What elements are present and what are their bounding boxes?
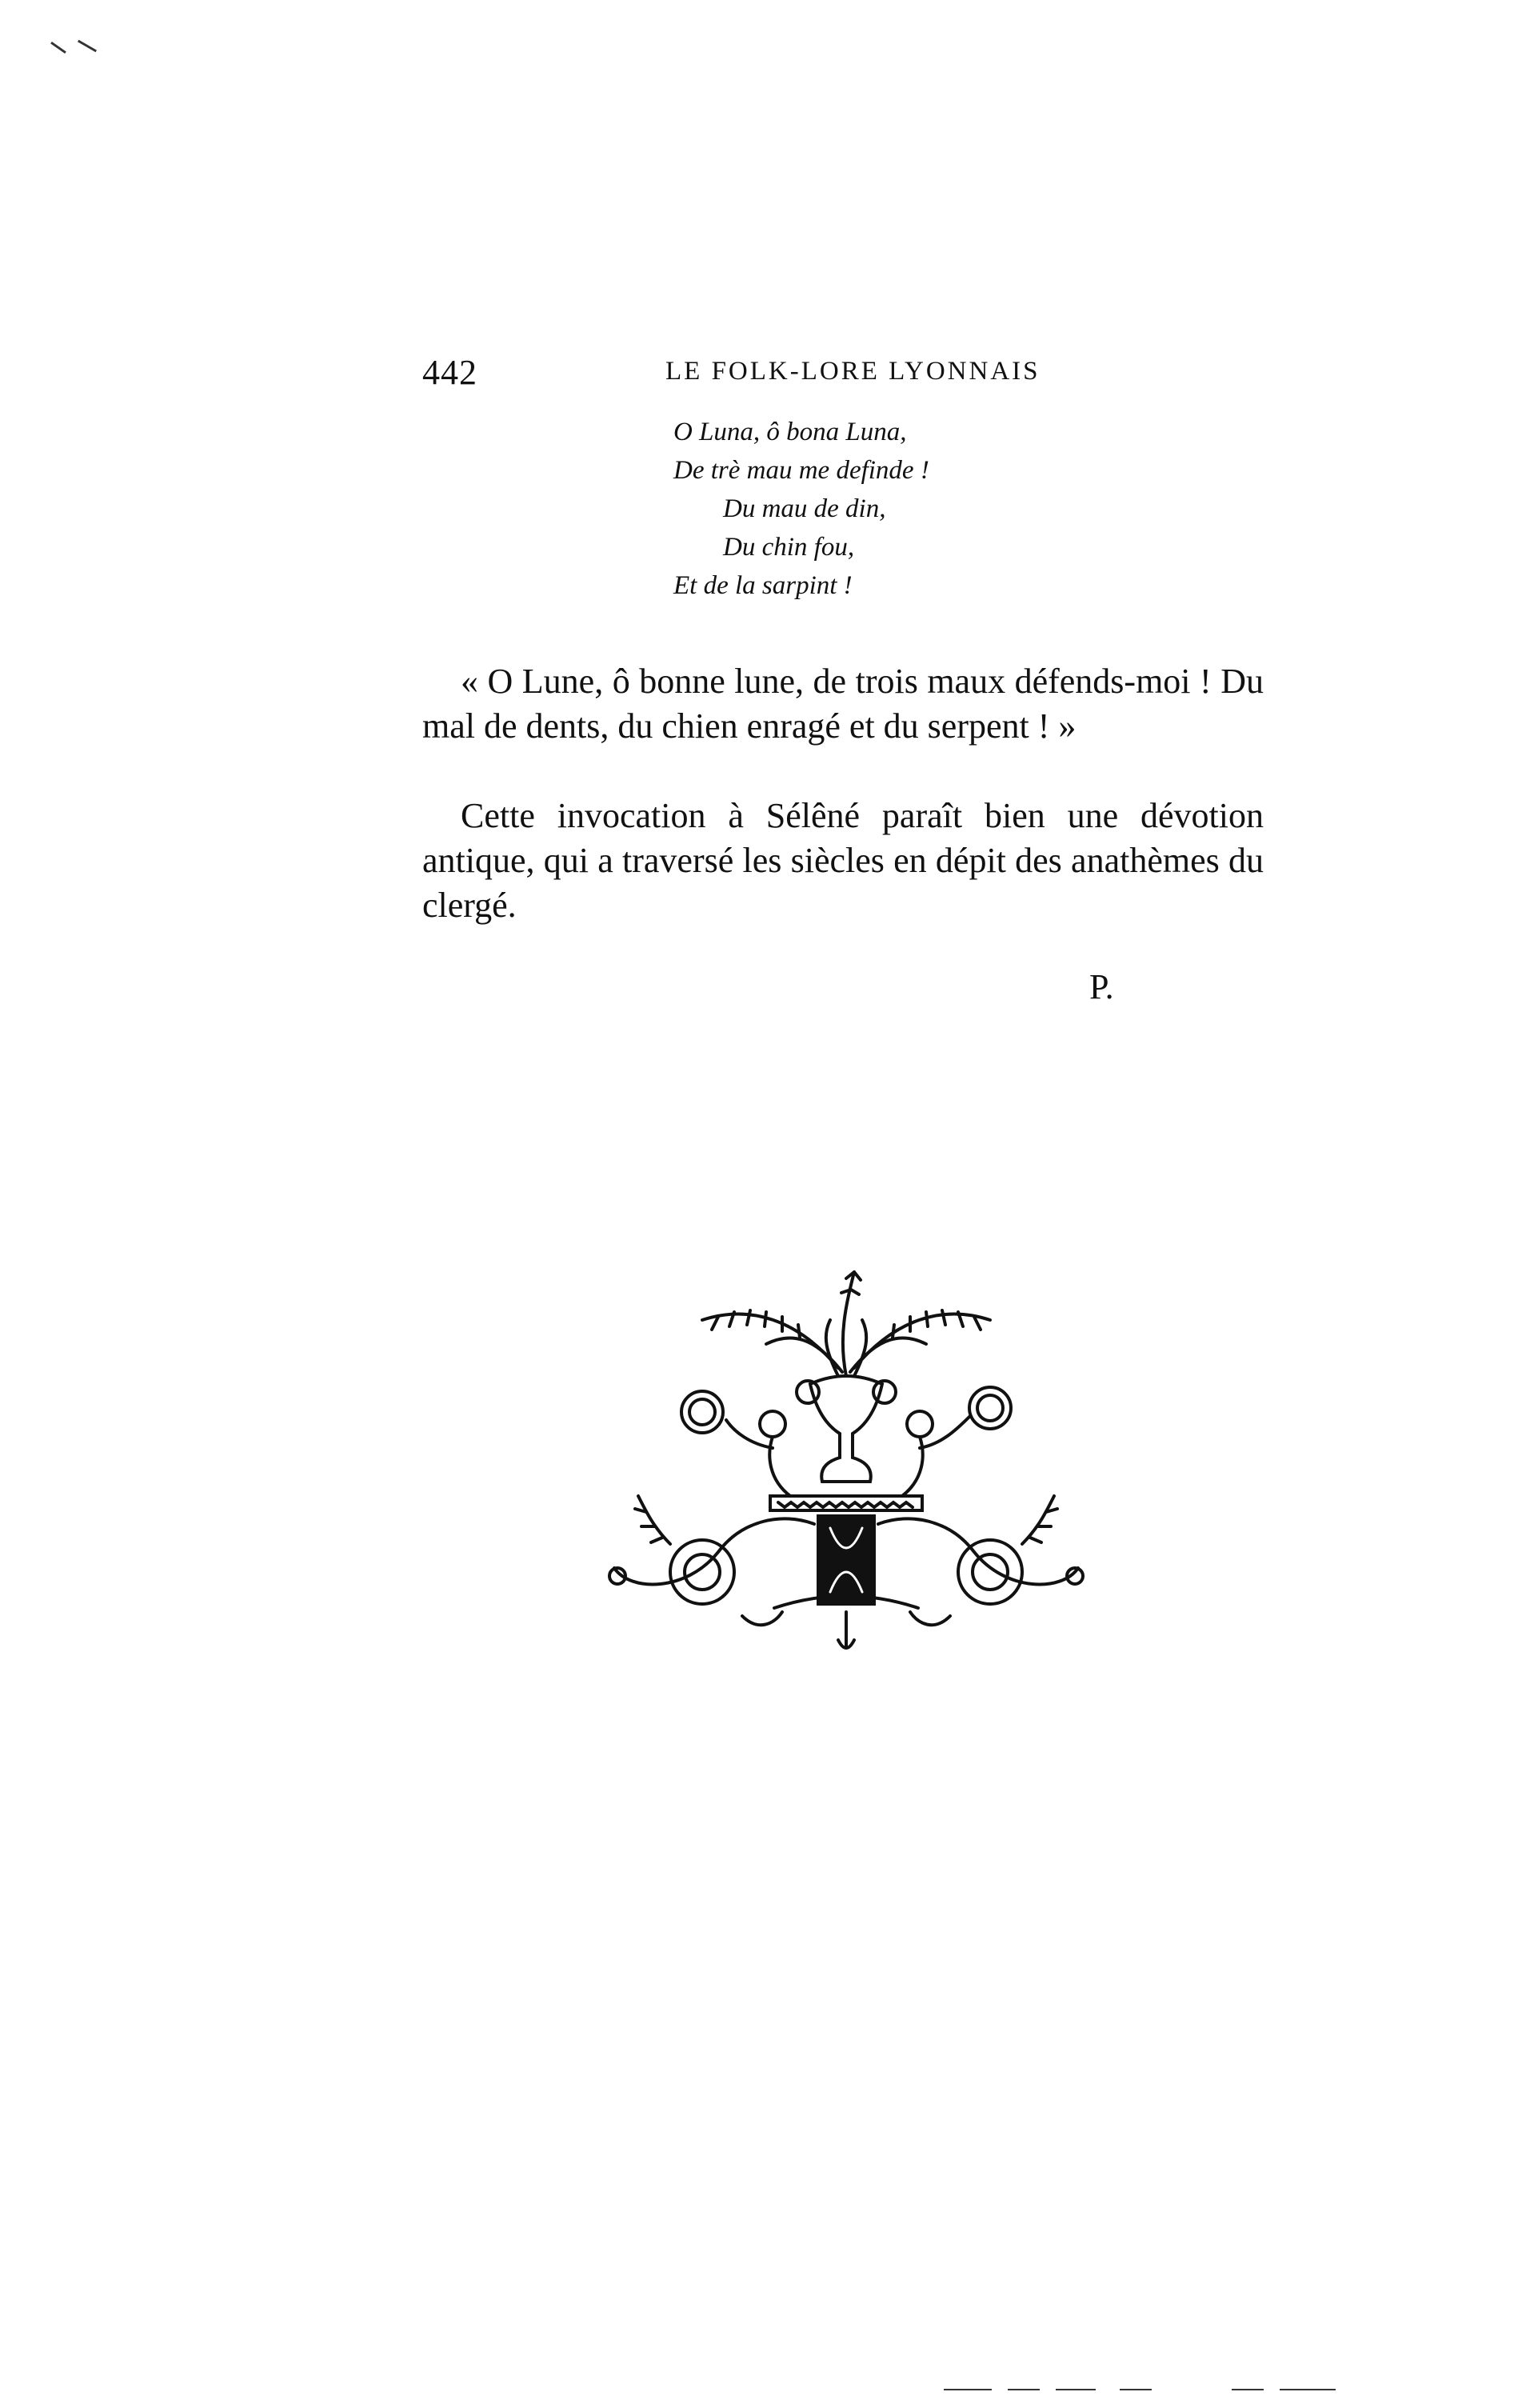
verse-line: Et de la sarpint ! [673, 571, 853, 600]
translation-paragraph: « O Lune, ô bonne lune, de trois maux défends-moi ! Du mal de dents, du chien enragé et du serpent ! » [422, 662, 1264, 746]
scan-mark [1008, 2389, 1040, 2390]
ornamental-vignette-icon [598, 1248, 1094, 1680]
verse-line: De trè mau me definde ! [673, 456, 929, 485]
verse-line: O Luna, ô bona Luna, [673, 418, 907, 446]
scan-mark [1280, 2389, 1336, 2390]
running-title: LE FOLK-LORE LYONNAIS [665, 357, 1041, 386]
scan-mark [1232, 2389, 1264, 2390]
page-number: 442 [422, 353, 477, 392]
scan-mark [78, 40, 97, 53]
scan-mark [50, 42, 66, 54]
scan-mark [1056, 2389, 1096, 2390]
verse-line: Du chin fou, [723, 533, 855, 562]
verse-line: Du mau de din, [723, 494, 886, 523]
commentary-paragraph: Cette invocation à Sélêné paraît bien une dévotion antique, qui a traversé les siècles en dépit des anathèmes du clergé. [422, 796, 1264, 925]
verse-block [673, 413, 929, 605]
running-head [422, 352, 1262, 400]
scan-mark [1120, 2389, 1152, 2390]
signature: P. [1089, 967, 1114, 1006]
scan-mark [944, 2389, 992, 2390]
